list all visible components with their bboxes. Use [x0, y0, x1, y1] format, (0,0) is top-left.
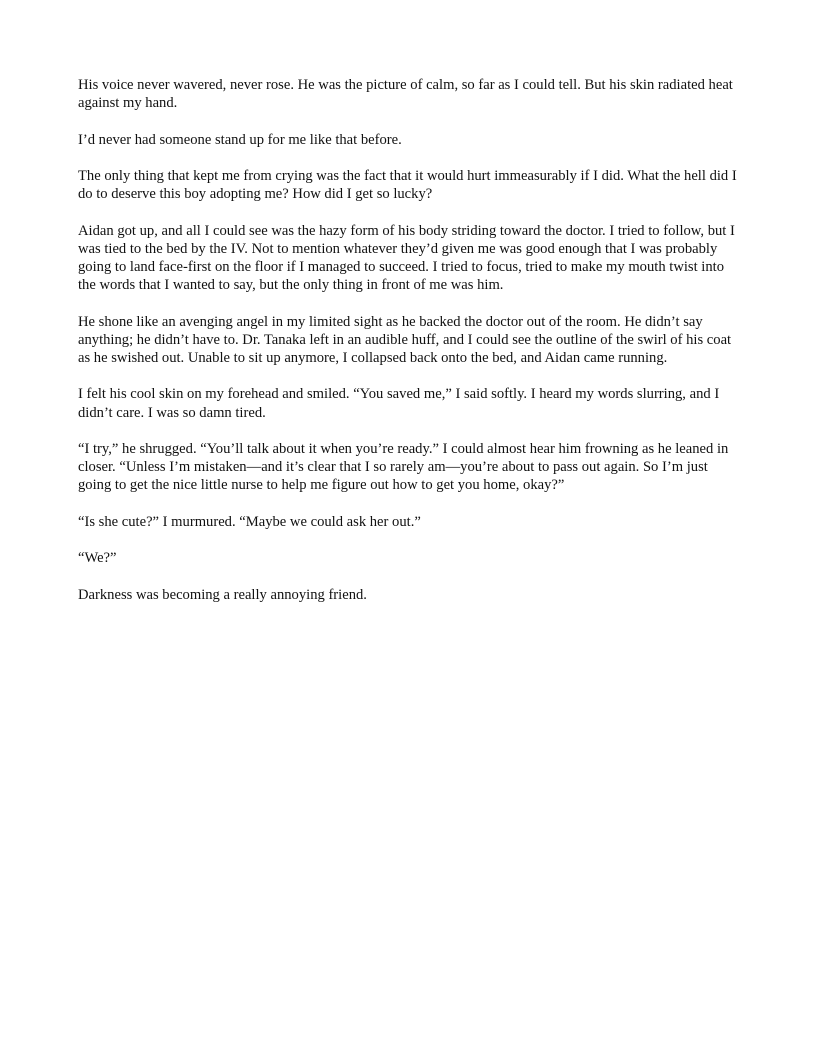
paragraph-5: He shone like an avenging angel in my limited sight as he backed the doctor out of the room. He didn’t say anything; he didn’t have to. Dr. Tanaka left in an audible huff, and I could see the outline of the swirl of his coat as he swished out. Unable to sit up anymore, I collapsed back onto the bed, and Aidan came running. [78, 313, 732, 366]
paragraph-1: His voice never wavered, never rose. He was the picture of calm, so far as I could tell. But his skin radiated heat against my hand. [78, 77, 733, 112]
paragraph-9: “We?” [78, 550, 117, 567]
paragraph-7: “I try,” he shrugged. “You’ll talk about it when you’re ready.” I could almost hear him frowning as he leaned in closer. “Unless I’m mistaken—and it’s clear that I so rarely am—you’re about to pass out again. So I’m just going to get the nice little nurse to help me figure out how to get you home, okay?” [78, 440, 729, 494]
paragraph-6: I felt his cool skin on my forehead and smiled. “You saved me,” I said softly. I heard my words slurring, and I didn’t care. I was so damn tired. [78, 386, 720, 421]
paragraph-3: The only thing that kept me from crying was the fact that it would hurt immeasurably if I did. What the hell did I do to deserve this boy adopting me? How did I get so lucky? [78, 167, 737, 203]
paragraph-8: “Is she cute?” I murmured. “Maybe we could ask her out.” [78, 513, 421, 530]
paragraph-10: Darkness was becoming a really annoying friend. [78, 586, 367, 603]
paragraph-4: Aidan got up, and all I could see was the hazy form of his body striding toward the doctor. I tried to follow, but I was tied to the bed by the IV. Not to mention whatever they’d given me was good enough that I was probably going to land face-first on the floor if I managed to succeed. I tried to focus, tried to make my mouth twist into the words that I wanted to say, but the only thing in front of me was him. [78, 222, 735, 294]
paragraph-2: I’d never had someone stand up for me like that before. [78, 131, 402, 148]
document-body [78, 76, 742, 622]
